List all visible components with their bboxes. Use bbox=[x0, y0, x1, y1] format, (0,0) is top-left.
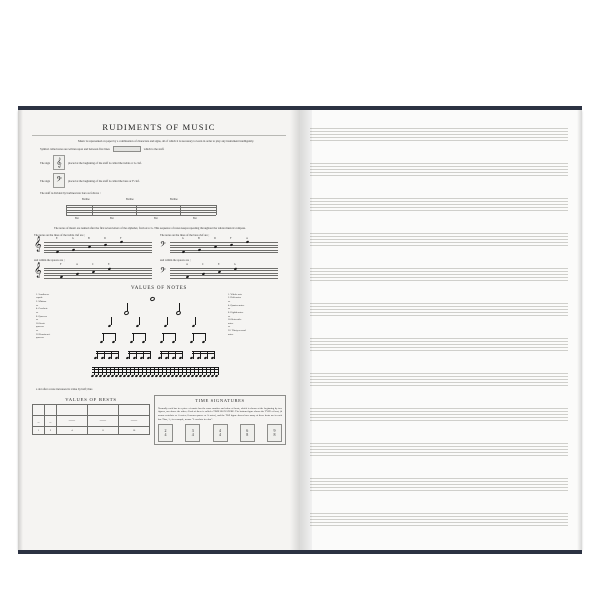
staff-line bbox=[310, 303, 568, 304]
note-values-right-4: or bbox=[228, 307, 231, 311]
staff-placeholder-box bbox=[113, 146, 141, 152]
staff-line bbox=[310, 522, 568, 523]
bar-label-2: Bar bbox=[154, 216, 158, 220]
staff-line bbox=[310, 452, 568, 453]
barline-label-0: Barline bbox=[82, 197, 90, 201]
g-clef-row bbox=[40, 155, 286, 170]
note-values-left-8: 16.Semi- bbox=[36, 321, 46, 325]
note-values-right-8: notes bbox=[228, 321, 234, 325]
note-values-left-6: 8. Quavers bbox=[36, 314, 47, 318]
staff-line bbox=[310, 306, 568, 307]
rest-value-3: 8 bbox=[87, 427, 118, 435]
ts-bottom-3: 8 bbox=[246, 432, 249, 438]
note-values-left-0: 1. Semibreve bbox=[36, 292, 50, 296]
staff-line bbox=[310, 376, 568, 377]
bass-line-letter-3: F bbox=[230, 237, 232, 241]
note-values-left-3: or bbox=[36, 303, 39, 307]
bass-spaces-group bbox=[158, 258, 280, 281]
staff-line bbox=[310, 137, 568, 138]
staff-line bbox=[310, 379, 568, 380]
right-page bbox=[300, 110, 582, 550]
note-values-left-11: 32.Demisemi- bbox=[36, 332, 51, 336]
staff-line bbox=[310, 449, 568, 450]
bass-line-letter-2: D bbox=[214, 237, 216, 241]
staff-line bbox=[310, 169, 568, 170]
staff-line bbox=[310, 338, 568, 339]
staff-line bbox=[310, 385, 568, 386]
staff-line bbox=[310, 239, 568, 240]
staff-line bbox=[310, 420, 568, 421]
staff-line bbox=[310, 233, 568, 234]
treble-clef-icon: 𝄞 bbox=[53, 155, 65, 170]
staff-line bbox=[310, 446, 568, 447]
bass-lines-group bbox=[158, 233, 280, 256]
lines-notes-block bbox=[32, 233, 286, 256]
ts-bottom-4: 8 bbox=[273, 432, 276, 438]
staff-line bbox=[310, 236, 568, 237]
bass-line-letter-4: A bbox=[246, 237, 248, 241]
barline-staff bbox=[66, 205, 216, 215]
left-page-content bbox=[32, 118, 286, 542]
rest-glyph-1: – bbox=[44, 416, 56, 427]
bass-line-letter-0: G bbox=[182, 237, 184, 241]
staff-line bbox=[310, 134, 568, 135]
ts-top-3: 6 bbox=[246, 428, 249, 434]
rest-value-2: 4 bbox=[56, 427, 87, 435]
bass-spaces-caption: and within the spaces are ; bbox=[160, 258, 191, 263]
staff-line bbox=[310, 481, 568, 482]
time-signature-9-8 bbox=[267, 424, 282, 442]
staff-line bbox=[310, 245, 568, 246]
time-signatures-group bbox=[154, 395, 286, 445]
rest-value-4: 16 bbox=[118, 427, 149, 435]
g-clef-text-a: The sign bbox=[40, 160, 51, 165]
bass-clef-icon: 𝄢 bbox=[53, 173, 65, 188]
note-values-right-5: 8. Eighth-notes bbox=[228, 310, 244, 314]
staff-line bbox=[310, 166, 568, 167]
staff-line bbox=[310, 210, 568, 211]
barline-label-1: Barline bbox=[126, 197, 134, 201]
staff-line bbox=[310, 382, 568, 383]
rest-cell-top-2 bbox=[56, 405, 87, 416]
note-values-right-3: 4. Quarter-notes bbox=[228, 303, 245, 307]
barline-label-2: Barline bbox=[170, 197, 178, 201]
staff-line bbox=[310, 131, 568, 132]
dotted-note-footnote: a dot after a note increases its value by half; thus bbox=[36, 386, 93, 391]
time-signature-2-4 bbox=[158, 424, 173, 442]
ts-bottom-0: 4 bbox=[164, 432, 167, 438]
f-clef-text-a: The sign bbox=[40, 178, 51, 183]
rest-glyph-4: ⸺ bbox=[118, 416, 149, 427]
left-page-edge-shading bbox=[18, 110, 23, 550]
treble-line-letter-2: B bbox=[88, 237, 90, 241]
alphabet-paragraph: The notes of music are named after the first seven letters of the alphabet, from A to G. This sequence of notes keeps repeating throughout the whole musical compass. bbox=[54, 225, 246, 230]
title-divider bbox=[32, 135, 286, 136]
values-of-rests-group bbox=[32, 395, 150, 445]
staff-line bbox=[310, 268, 568, 269]
staff-line bbox=[310, 484, 568, 485]
staff-line bbox=[310, 341, 568, 342]
rests-table bbox=[32, 404, 150, 435]
note-values-right-9: or bbox=[228, 325, 231, 329]
spaces-notes-block bbox=[32, 258, 286, 281]
treble-spaces-staff bbox=[32, 261, 154, 282]
staff-line bbox=[310, 347, 568, 348]
rests-row-values bbox=[33, 427, 150, 435]
treble-line-letter-3: D bbox=[104, 237, 106, 241]
bar-label-1: Bar bbox=[110, 216, 114, 220]
note-values-diagram bbox=[84, 295, 224, 383]
treble-line-letter-1: G bbox=[72, 237, 74, 241]
staff-line bbox=[310, 417, 568, 418]
staff-line bbox=[310, 207, 568, 208]
staff-line bbox=[310, 163, 568, 164]
ts-top-1: 3 bbox=[191, 428, 194, 434]
f-clef-text-b: placed at the beginning of the staff is called the bass or F clef. bbox=[68, 178, 140, 183]
staff-line bbox=[310, 201, 568, 202]
bass-line-letter-1: B bbox=[198, 237, 200, 241]
values-of-rests-heading: VALUES OF RESTS bbox=[65, 397, 117, 403]
time-signatures-box bbox=[154, 395, 286, 445]
treble-lines-caption: The notes on the lines of the treble clef are ; bbox=[34, 233, 85, 238]
ts-top-0: 2 bbox=[164, 428, 167, 434]
rest-value-1: 2 bbox=[44, 427, 56, 435]
treble-lines-staff bbox=[32, 238, 154, 256]
note-values-left-5: or bbox=[36, 310, 39, 314]
staff-line bbox=[310, 242, 568, 243]
ts-top-2: 4 bbox=[219, 428, 221, 434]
rest-cell-top-3 bbox=[87, 405, 118, 416]
staff-line bbox=[310, 315, 568, 316]
time-signature-3-4 bbox=[185, 424, 200, 442]
time-signature-6-8 bbox=[240, 424, 255, 442]
bass-space-letter-3: G bbox=[234, 262, 236, 266]
bass-lines-staff bbox=[158, 238, 280, 256]
bass-spaces-staff bbox=[158, 264, 280, 282]
staff-line bbox=[310, 490, 568, 491]
staff-line bbox=[310, 128, 568, 129]
bar-label-0: Bar bbox=[75, 216, 79, 220]
staff-definition-text-b: which is the staff. bbox=[143, 147, 165, 152]
staff-line bbox=[310, 312, 568, 313]
staff-line bbox=[310, 478, 568, 479]
f-clef-row bbox=[40, 173, 286, 188]
note-values-left-9: quavers bbox=[36, 325, 44, 329]
note-values-left-1: equals bbox=[36, 296, 43, 300]
treble-line-letter-4: F bbox=[120, 237, 122, 241]
note-values-left-2: 2. Minims bbox=[36, 300, 47, 304]
ts-bottom-1: 4 bbox=[191, 432, 194, 438]
rest-cell-top-1 bbox=[44, 405, 56, 416]
rest-glyph-0: – bbox=[33, 416, 45, 427]
treble-space-letter-1: A bbox=[76, 262, 78, 266]
ts-bottom-2: 4 bbox=[219, 432, 221, 438]
g-clef-text-b: placed at the beginning of the staff is called the treble or G clef. bbox=[68, 160, 142, 165]
note-values-right-list bbox=[228, 293, 286, 337]
rest-cell-top-0 bbox=[33, 405, 45, 416]
treble-spaces-group bbox=[32, 258, 154, 281]
bass-clef-glyph-2: 𝄢 bbox=[160, 265, 166, 276]
time-signature-boxes bbox=[158, 424, 282, 442]
open-book bbox=[18, 110, 582, 550]
barline-diagram bbox=[66, 198, 216, 224]
values-of-notes-heading: VALUES OF NOTES bbox=[130, 285, 188, 291]
treble-clef-glyph: 𝄞 bbox=[34, 236, 42, 252]
staff-line bbox=[310, 516, 568, 517]
staff-line bbox=[310, 175, 568, 176]
rests-row-glyph-top bbox=[33, 405, 150, 416]
staff-line bbox=[310, 277, 568, 278]
staff-definition-text-a: Symbol called notes are written upon and between five lines bbox=[40, 147, 110, 152]
staff-line bbox=[310, 271, 568, 272]
bar-label-3: Bar bbox=[193, 216, 197, 220]
treble-space-letter-0: F bbox=[60, 262, 62, 266]
staff-line bbox=[310, 204, 568, 205]
note-values-right-6: or bbox=[228, 314, 231, 318]
note-values-left-list bbox=[36, 293, 76, 340]
bass-clef-glyph: 𝄢 bbox=[160, 240, 166, 251]
staff-line bbox=[310, 344, 568, 345]
staff-line bbox=[310, 350, 568, 351]
ts-top-4: 9 bbox=[273, 428, 276, 434]
note-values-right-7: 16.Sixteenth- bbox=[228, 318, 242, 322]
staff-line bbox=[310, 198, 568, 199]
time-signatures-body: Normally each bar in a piece of music has the same number and value of beats, which is shown at the beginning by two figures, one above the other;- Each of these is called a TIME SIGNATURE. The bottom figure shows the TYPE of beat, (4 means crotchets or ¼ notes; 8 means quaver or ⅛ notes), and the TOP figure shows how many of these beats are in each bar. Thus, ¾, for example, means "3 crochets in a bar". bbox=[158, 406, 282, 421]
staff-line bbox=[310, 513, 568, 514]
staff-line bbox=[310, 140, 568, 141]
note-values-right-11: notes bbox=[228, 332, 234, 336]
staff-line bbox=[310, 408, 568, 409]
staff-line bbox=[310, 373, 568, 374]
rests-row-glyphs bbox=[33, 416, 150, 427]
manuscript-staves bbox=[310, 120, 568, 540]
note-values-right-10: 32. Thirty-second bbox=[228, 329, 246, 333]
note-values-left-4: 4. Crochets bbox=[36, 307, 48, 311]
right-page-edge-shading bbox=[577, 110, 582, 550]
left-page bbox=[18, 110, 301, 550]
staff-definition-row bbox=[40, 146, 286, 152]
treble-space-letter-3: E bbox=[108, 262, 110, 266]
time-signature-4-4 bbox=[213, 424, 228, 442]
bass-space-letter-2: E bbox=[218, 262, 220, 266]
time-signatures-heading: TIME SIGNATURES bbox=[195, 398, 245, 404]
note-values-left-10: or bbox=[36, 329, 39, 333]
treble-clef-glyph-2: 𝄞 bbox=[34, 261, 42, 277]
staff-line bbox=[310, 519, 568, 520]
treble-lines-group bbox=[32, 233, 154, 256]
rest-glyph-3: ⸺ bbox=[87, 416, 118, 427]
intro-paragraph: Music is represented on paper by a combination of characters and signs, all of which it is necessary to learn in order to play any instrument intelligently. bbox=[78, 139, 254, 143]
rest-value-0: 1 bbox=[33, 427, 45, 435]
barline-caption: The staff is divided by barlines into bars as follows : bbox=[40, 191, 101, 196]
rest-cell-top-4 bbox=[118, 405, 149, 416]
note-values-left-12: quavers bbox=[36, 336, 44, 340]
staff-line bbox=[310, 280, 568, 281]
values-of-notes-block bbox=[32, 293, 286, 385]
bass-space-letter-1: C bbox=[202, 262, 204, 266]
bottom-sections bbox=[32, 395, 286, 445]
staff-line bbox=[310, 411, 568, 412]
treble-line-letter-0: E bbox=[56, 237, 58, 241]
note-values-right-0: 1. Whole note bbox=[228, 292, 243, 296]
bass-lines-caption: The notes on the lines of the bass clef are ; bbox=[160, 233, 210, 238]
rest-glyph-2: ⸺ bbox=[56, 416, 87, 427]
note-values-right-2: or bbox=[228, 300, 231, 304]
bass-space-letter-0: A bbox=[186, 262, 188, 266]
staff-line bbox=[310, 455, 568, 456]
page-title: RUDIMENTS OF MUSIC bbox=[102, 122, 216, 132]
staff-line bbox=[310, 414, 568, 415]
staff-line bbox=[310, 309, 568, 310]
treble-spaces-caption: and within the spaces are ; bbox=[34, 258, 65, 263]
note-values-left-7: or bbox=[36, 318, 39, 322]
staff-line bbox=[310, 172, 568, 173]
treble-space-letter-2: C bbox=[92, 262, 94, 266]
note-values-right-1: 2. Half-notes bbox=[228, 296, 242, 300]
staff-line bbox=[310, 487, 568, 488]
staff-line bbox=[310, 443, 568, 444]
staff-line bbox=[310, 274, 568, 275]
staff-line bbox=[310, 525, 568, 526]
